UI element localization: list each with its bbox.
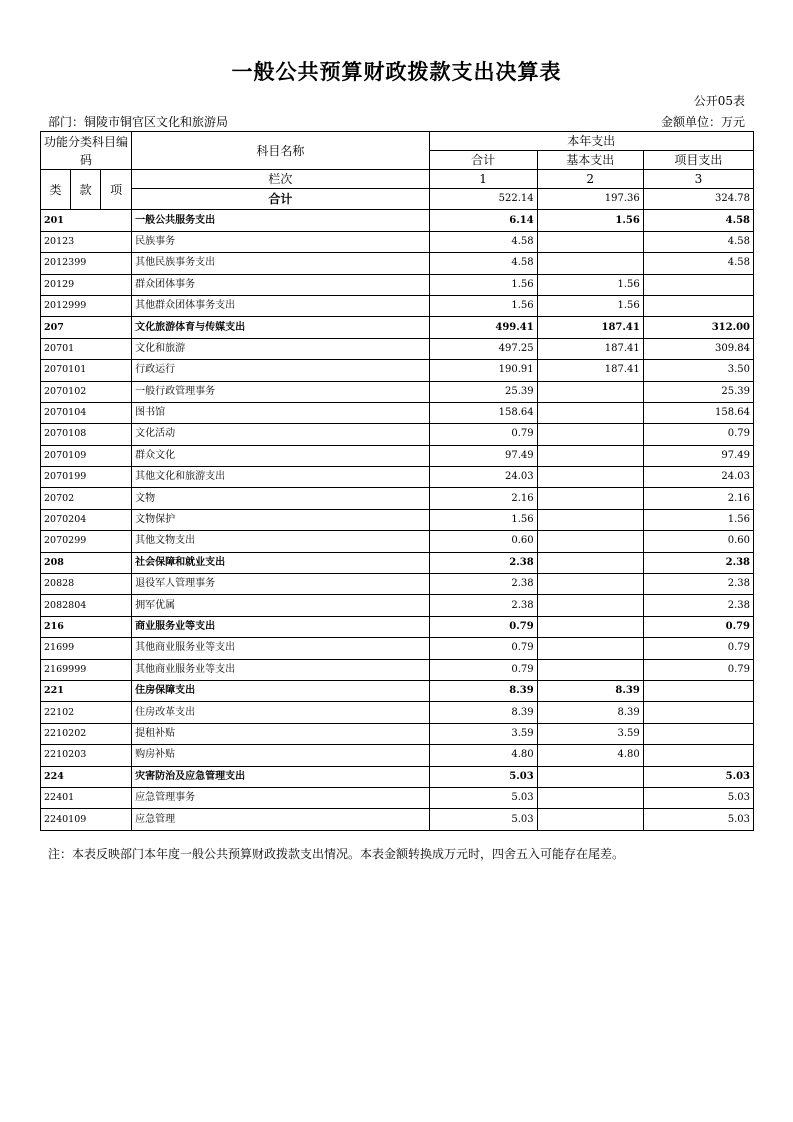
row-project: 309.84 [643, 338, 753, 359]
row-name: 其他商业服务业等支出 [132, 659, 429, 680]
row-project [643, 274, 753, 295]
header-basic: 基本支出 [537, 151, 643, 170]
table-row [41, 424, 754, 445]
row-code: 2070104 [41, 402, 132, 423]
row-total: 8.39 [429, 702, 537, 723]
table-row [41, 638, 754, 659]
row-total: 6.14 [429, 210, 537, 231]
row-total: 5.03 [429, 766, 537, 787]
row-basic [537, 467, 643, 488]
row-project: 312.00 [643, 317, 753, 338]
table-row [41, 574, 754, 595]
row-total: 158.64 [429, 402, 537, 423]
table-row [41, 488, 754, 509]
header-current-year: 本年支出 [429, 132, 753, 151]
row-code: 216 [41, 616, 132, 637]
row-project [643, 295, 753, 316]
row-name: 应急管理 [132, 809, 429, 830]
row-total: 8.39 [429, 680, 537, 701]
table-row [41, 338, 754, 359]
total-total: 522.14 [429, 189, 537, 210]
header-func-code: 功能分类科目编码 [41, 132, 132, 170]
row-code: 2070199 [41, 467, 132, 488]
header-col2: 2 [537, 170, 643, 189]
row-basic [537, 659, 643, 680]
row-basic [537, 574, 643, 595]
row-total: 97.49 [429, 445, 537, 466]
row-total: 0.79 [429, 638, 537, 659]
row-name: 其他民族事务支出 [132, 253, 429, 274]
header-lei: 类 [41, 170, 71, 210]
row-name: 其他群众团体事务支出 [132, 295, 429, 316]
table-row [41, 274, 754, 295]
row-basic: 187.41 [537, 338, 643, 359]
row-name: 行政运行 [132, 360, 429, 381]
row-basic [537, 595, 643, 616]
row-project: 5.03 [643, 809, 753, 830]
row-name: 群众团体事务 [132, 274, 429, 295]
row-total: 2.38 [429, 552, 537, 573]
row-project: 0.79 [643, 659, 753, 680]
table-row [41, 659, 754, 680]
row-project: 0.79 [643, 424, 753, 445]
row-project: 1.56 [643, 509, 753, 530]
row-name: 住房保障支出 [132, 680, 429, 701]
row-code: 2210203 [41, 745, 132, 766]
header-kuan: 款 [71, 170, 101, 210]
row-total: 5.03 [429, 787, 537, 808]
row-code: 2169999 [41, 659, 132, 680]
row-basic [537, 445, 643, 466]
row-code: 20702 [41, 488, 132, 509]
row-code: 20129 [41, 274, 132, 295]
header-col1: 1 [429, 170, 537, 189]
row-basic [537, 253, 643, 274]
row-basic: 3.59 [537, 723, 643, 744]
row-basic: 4.80 [537, 745, 643, 766]
row-code: 22102 [41, 702, 132, 723]
row-basic: 1.56 [537, 210, 643, 231]
row-basic: 187.41 [537, 317, 643, 338]
total-project: 324.78 [643, 189, 753, 210]
row-name: 群众文化 [132, 445, 429, 466]
total-label: 合计 [132, 189, 429, 210]
page-title: 一般公共预算财政拨款支出决算表 [231, 60, 562, 84]
row-total: 499.41 [429, 317, 537, 338]
department-label: 部门：铜陵市铜官区文化和旅游局 [48, 115, 229, 129]
header-total: 合计 [429, 151, 537, 170]
row-name: 文物保护 [132, 509, 429, 530]
table-row [41, 509, 754, 530]
row-code: 21699 [41, 638, 132, 659]
footnote: 注：本表反映部门本年度一般公共预算财政拨款支出情况。本表金额转换成万元时，四舍五入可能存在尾差。 [48, 847, 625, 861]
row-total: 4.80 [429, 745, 537, 766]
row-code: 207 [41, 317, 132, 338]
table-row [41, 723, 754, 744]
table-row [41, 445, 754, 466]
table-row [41, 231, 754, 252]
row-name: 拥军优属 [132, 595, 429, 616]
header-column-order: 栏次 [132, 170, 429, 189]
table-row [41, 381, 754, 402]
row-code: 2070102 [41, 381, 132, 402]
row-project: 4.58 [643, 253, 753, 274]
row-code: 2012999 [41, 295, 132, 316]
row-project: 2.38 [643, 552, 753, 573]
row-total: 1.56 [429, 274, 537, 295]
row-basic: 8.39 [537, 680, 643, 701]
table-row [41, 766, 754, 787]
header-subject-name: 科目名称 [132, 132, 429, 170]
row-basic [537, 787, 643, 808]
row-project: 158.64 [643, 402, 753, 423]
row-basic: 8.39 [537, 702, 643, 723]
row-project: 5.03 [643, 787, 753, 808]
row-project: 0.60 [643, 531, 753, 552]
row-code: 201 [41, 210, 132, 231]
row-total: 0.60 [429, 531, 537, 552]
row-basic [537, 766, 643, 787]
row-name: 其他商业服务业等支出 [132, 638, 429, 659]
row-project: 24.03 [643, 467, 753, 488]
row-total: 4.58 [429, 231, 537, 252]
row-project [643, 680, 753, 701]
row-project [643, 723, 753, 744]
table-row [41, 402, 754, 423]
row-code: 2210202 [41, 723, 132, 744]
row-code: 2070109 [41, 445, 132, 466]
header-col3: 3 [643, 170, 753, 189]
table-row [41, 360, 754, 381]
row-total: 24.03 [429, 467, 537, 488]
row-name: 退役军人管理事务 [132, 574, 429, 595]
total-row [41, 189, 754, 210]
table-row [41, 787, 754, 808]
form-number: 公开05表 [693, 94, 745, 108]
row-name: 其他文物支出 [132, 531, 429, 552]
row-basic [537, 381, 643, 402]
amount-unit-label: 金额单位：万元 [660, 115, 745, 129]
row-total: 4.58 [429, 253, 537, 274]
row-name: 图书馆 [132, 402, 429, 423]
row-basic [537, 552, 643, 573]
row-project: 97.49 [643, 445, 753, 466]
row-code: 2070108 [41, 424, 132, 445]
row-project: 3.50 [643, 360, 753, 381]
row-name: 民族事务 [132, 231, 429, 252]
row-total: 0.79 [429, 424, 537, 445]
table-row [41, 317, 754, 338]
row-name: 购房补贴 [132, 745, 429, 766]
table-row [41, 809, 754, 830]
expenditure-table [40, 131, 754, 831]
row-name: 灾害防治及应急管理支出 [132, 766, 429, 787]
row-project: 2.38 [643, 574, 753, 595]
row-basic [537, 809, 643, 830]
row-name: 商业服务业等支出 [132, 616, 429, 637]
row-name: 一般行政管理事务 [132, 381, 429, 402]
row-project: 2.16 [643, 488, 753, 509]
row-name: 一般公共服务支出 [132, 210, 429, 231]
table-row [41, 210, 754, 231]
row-code: 20828 [41, 574, 132, 595]
table-row [41, 531, 754, 552]
row-total: 2.38 [429, 574, 537, 595]
row-total: 0.79 [429, 616, 537, 637]
table-row [41, 702, 754, 723]
row-project: 0.79 [643, 638, 753, 659]
row-basic [537, 424, 643, 445]
row-basic: 1.56 [537, 295, 643, 316]
table-row [41, 616, 754, 637]
row-total: 25.39 [429, 381, 537, 402]
row-project [643, 745, 753, 766]
row-project: 25.39 [643, 381, 753, 402]
row-project: 0.79 [643, 616, 753, 637]
table-row [41, 745, 754, 766]
row-project: 2.38 [643, 595, 753, 616]
row-project: 5.03 [643, 766, 753, 787]
row-code: 22401 [41, 787, 132, 808]
total-basic: 197.36 [537, 189, 643, 210]
row-code: 221 [41, 680, 132, 701]
row-name: 提租补贴 [132, 723, 429, 744]
row-code: 2070204 [41, 509, 132, 530]
row-name: 文化活动 [132, 424, 429, 445]
header-xiang: 项 [101, 170, 132, 210]
row-total: 1.56 [429, 509, 537, 530]
row-project: 4.58 [643, 210, 753, 231]
row-name: 其他文化和旅游支出 [132, 467, 429, 488]
row-name: 文化旅游体育与传媒支出 [132, 317, 429, 338]
row-project: 4.58 [643, 231, 753, 252]
row-name: 应急管理事务 [132, 787, 429, 808]
row-total: 2.16 [429, 488, 537, 509]
row-total: 497.25 [429, 338, 537, 359]
row-code: 208 [41, 552, 132, 573]
row-basic [537, 488, 643, 509]
row-total: 0.79 [429, 659, 537, 680]
row-basic [537, 402, 643, 423]
row-total: 2.38 [429, 595, 537, 616]
row-basic [537, 531, 643, 552]
row-basic [537, 616, 643, 637]
row-name: 文化和旅游 [132, 338, 429, 359]
row-code: 20123 [41, 231, 132, 252]
row-basic [537, 509, 643, 530]
row-basic: 1.56 [537, 274, 643, 295]
row-basic: 187.41 [537, 360, 643, 381]
row-total: 5.03 [429, 809, 537, 830]
row-code: 2070101 [41, 360, 132, 381]
table-row [41, 595, 754, 616]
row-code: 2012399 [41, 253, 132, 274]
row-code: 224 [41, 766, 132, 787]
row-code: 2082804 [41, 595, 132, 616]
row-total: 3.59 [429, 723, 537, 744]
header-project: 项目支出 [643, 151, 753, 170]
row-name: 社会保障和就业支出 [132, 552, 429, 573]
table-row [41, 295, 754, 316]
row-code: 2240109 [41, 809, 132, 830]
row-name: 文物 [132, 488, 429, 509]
table-row [41, 680, 754, 701]
row-code: 20701 [41, 338, 132, 359]
table-row [41, 467, 754, 488]
table-row [41, 552, 754, 573]
row-basic [537, 638, 643, 659]
table-row [41, 253, 754, 274]
row-name: 住房改革支出 [132, 702, 429, 723]
row-basic [537, 231, 643, 252]
row-code: 2070299 [41, 531, 132, 552]
row-total: 190.91 [429, 360, 537, 381]
row-total: 1.56 [429, 295, 537, 316]
row-project [643, 702, 753, 723]
